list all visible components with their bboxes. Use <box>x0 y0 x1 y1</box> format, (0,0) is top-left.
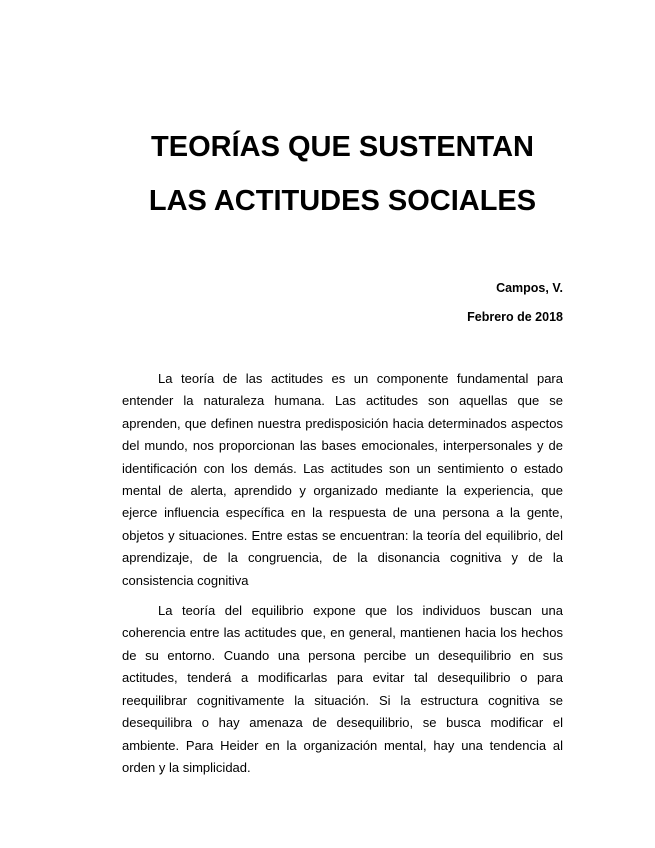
paragraph-1: La teoría de las actitudes es un componente fundamental para entender la naturaleza humana. Las actitudes son aquellas que se aprenden, que definen nuestra predisposición hacia determinados aspectos del mundo, nos proporcionan las bases emocionales, interpersonales y de identificación con los demás. Las actitudes son un sentimiento o estado mental de alerta, aprendido y organizado mediante la experiencia, que ejerce influencia específica en la respuesta de una persona a la gente, objetos y situaciones. Entre estas se encuentran: la teoría del equilibrio, del aprendizaje, de la congruencia, de la disonancia cognitiva y de la consistencia cognitiva <box>122 371 563 588</box>
document-body <box>122 368 563 779</box>
title-line-2: LAS ACTITUDES SOCIALES <box>148 185 537 217</box>
title-line-1: TEORÍAS QUE SUSTENTAN <box>151 131 534 163</box>
author-line: Campos, V. <box>496 281 563 295</box>
document-meta <box>122 274 563 332</box>
date-line: Febrero de 2018 <box>467 310 563 324</box>
document-title <box>122 0 563 228</box>
paragraph-2: La teoría del equilibrio expone que los individuos buscan una coherencia entre las actitudes que, en general, mantienen hacia los hechos de su entorno. Cuando una persona percibe un desequilibrio en sus actitudes, tenderá a modificarlas para evitar tal desequilibrio o para reequilibrar cognitivamente la situación. Si la estructura cognitiva se desequilibra o hay amenaza de desequilibrio, se busca modificar el ambiente. Para Heider en la organización mental, hay una tendencia al orden y la simplicidad. <box>122 603 563 775</box>
